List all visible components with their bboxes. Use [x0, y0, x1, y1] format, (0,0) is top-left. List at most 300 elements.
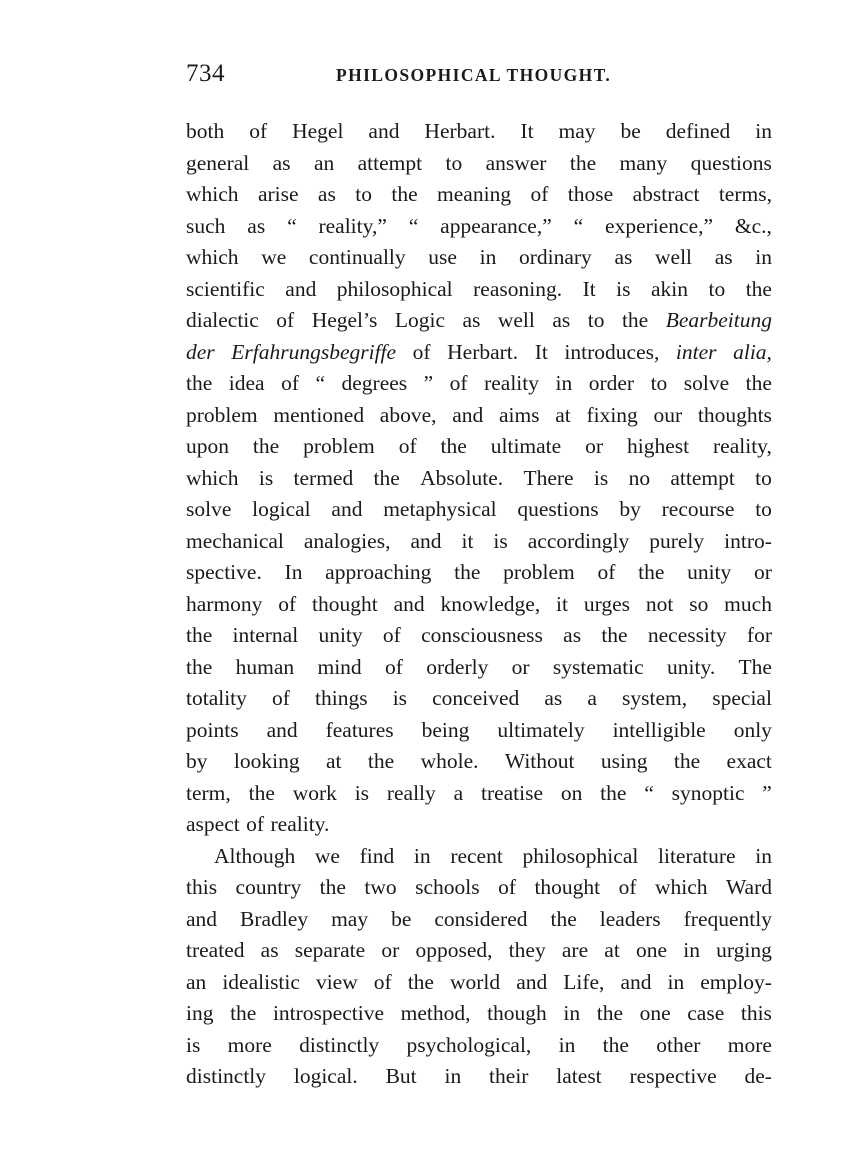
word: introspective: [272, 1001, 385, 1025]
text-line: [186, 715, 772, 747]
word: their: [489, 1064, 529, 1088]
word: urges: [583, 591, 631, 616]
word: and: [620, 969, 652, 994]
word: arise: [257, 182, 299, 206]
text-line: [186, 589, 772, 621]
word: systematic: [552, 654, 644, 679]
word: dialectic: [186, 308, 259, 332]
word: to: [708, 276, 726, 301]
word: ultimately: [497, 717, 585, 742]
word: in: [667, 969, 685, 994]
word: unity: [318, 623, 363, 647]
word: metaphysical: [383, 497, 497, 521]
word: intro-: [724, 528, 772, 553]
word: the: [252, 434, 280, 458]
word: country: [235, 875, 302, 899]
word: in: [444, 1064, 462, 1088]
word: special: [712, 686, 772, 710]
word: as: [544, 686, 563, 710]
word: reality,”: [318, 213, 387, 238]
word: The: [738, 654, 772, 679]
word: case: [687, 1001, 725, 1025]
word: philosophical: [522, 843, 639, 868]
word: ”: [762, 780, 772, 805]
word: in: [413, 843, 431, 868]
word: spective.: [186, 560, 262, 584]
word: the: [745, 276, 772, 301]
word: the: [367, 749, 395, 773]
word: general: [186, 150, 250, 175]
word: which: [186, 182, 239, 206]
word: solve: [186, 497, 232, 521]
word: the: [600, 780, 627, 805]
word: is: [616, 276, 631, 301]
word: other: [656, 1032, 701, 1057]
text-line: [186, 998, 772, 1030]
word: Ward: [725, 875, 772, 899]
word: fixing: [586, 402, 638, 427]
text-line: [186, 967, 772, 999]
text-line: [186, 179, 772, 211]
text-line: [186, 620, 772, 652]
word: ing: [186, 1001, 214, 1025]
text-line: [186, 872, 772, 904]
word: defined: [665, 119, 731, 143]
word: “: [315, 371, 326, 395]
word: reality,: [713, 434, 772, 458]
word: as: [614, 245, 633, 269]
word: may: [331, 906, 369, 931]
word: the: [601, 623, 628, 647]
word: recourse: [661, 497, 735, 521]
word: as: [552, 308, 571, 332]
word: analogies,: [303, 528, 391, 553]
word: being: [421, 717, 470, 742]
page-number: 734: [186, 60, 225, 87]
text-line: [186, 242, 772, 274]
word: necessity: [647, 623, 727, 647]
word: opposed,: [415, 938, 493, 962]
word: which: [186, 465, 239, 490]
word: solve: [683, 371, 730, 395]
word: of: [618, 875, 637, 899]
word: the: [319, 875, 346, 899]
word: of: [272, 686, 290, 710]
word: distinctly: [299, 1032, 380, 1057]
word: literature: [658, 843, 736, 868]
text-line: [186, 463, 772, 495]
word: and: [285, 276, 317, 301]
word: reasoning.: [473, 276, 563, 301]
text-line: [186, 683, 772, 715]
text-line: [186, 337, 772, 369]
word: thought: [534, 875, 601, 899]
word: of: [498, 875, 516, 899]
word: in: [555, 371, 573, 395]
word: idealistic: [222, 969, 300, 994]
word: the: [569, 150, 597, 175]
word: “: [573, 213, 584, 238]
word: we: [261, 245, 287, 269]
word: it: [556, 591, 568, 616]
word: consciousness: [421, 623, 543, 647]
word: of: [249, 119, 268, 143]
word: ”: [423, 371, 434, 395]
word: It: [582, 276, 596, 301]
word: more: [727, 1032, 772, 1057]
running-head: PHILOSOPHICAL THOUGHT.: [336, 65, 612, 85]
word: of: [276, 308, 295, 332]
word: Absolute.: [420, 465, 504, 490]
word: introduces,: [564, 339, 660, 364]
word: is: [593, 465, 609, 490]
word: and: [331, 497, 363, 521]
word: in: [755, 245, 772, 269]
word: term,: [186, 780, 231, 805]
word: which: [654, 875, 708, 899]
word: distinctly: [186, 1064, 267, 1088]
word: termed: [293, 465, 354, 490]
word: the: [596, 1001, 624, 1025]
word: a: [453, 780, 464, 805]
word: der: [186, 339, 215, 364]
text-line: [186, 211, 772, 243]
word: as: [260, 938, 279, 962]
word: abstract: [632, 182, 700, 206]
word: or: [511, 654, 530, 679]
text-line: [186, 746, 772, 778]
word: of: [278, 591, 297, 616]
word: respective: [629, 1064, 717, 1088]
word: in: [683, 938, 700, 962]
word: we: [314, 843, 340, 868]
word: terms,: [718, 182, 772, 206]
word: they: [508, 938, 546, 962]
word: the: [186, 371, 213, 395]
word: It: [534, 339, 548, 364]
word: reality.: [270, 812, 330, 836]
word: attempt: [670, 465, 735, 490]
word: &c.,: [734, 213, 772, 238]
word: inter: [675, 339, 717, 364]
word: by: [619, 497, 641, 521]
word: to: [755, 465, 772, 490]
word: attempt: [357, 150, 423, 175]
word: of: [382, 623, 401, 647]
word: is: [493, 528, 508, 553]
word: the: [373, 465, 400, 490]
word: Hegel’s: [311, 308, 378, 332]
word: on: [560, 780, 583, 805]
word: human: [235, 654, 295, 679]
word: as: [317, 182, 336, 206]
word: approaching: [325, 560, 432, 584]
word: unity.: [667, 654, 716, 679]
word: one: [639, 1001, 671, 1025]
word: at: [555, 402, 571, 427]
word: the: [621, 308, 649, 332]
word: Without: [504, 749, 575, 773]
word: and: [266, 717, 298, 742]
word: use: [428, 245, 457, 269]
word: and: [452, 402, 484, 427]
word: problem: [303, 434, 375, 458]
word: “: [408, 213, 419, 238]
word: of: [373, 969, 392, 994]
word: and: [186, 906, 218, 931]
word: frequently: [683, 906, 772, 931]
word: logical.: [293, 1064, 358, 1088]
word: the: [550, 906, 577, 931]
word: well: [497, 308, 535, 332]
word: is: [392, 686, 408, 710]
word: experience,”: [605, 213, 714, 238]
word: and: [516, 969, 548, 994]
word: find: [359, 843, 395, 868]
word: philosophical: [336, 276, 453, 301]
word: is: [354, 780, 370, 805]
page-header: [186, 60, 774, 92]
word: this: [740, 1001, 772, 1025]
word: separate: [294, 938, 366, 962]
word: appearance,”: [440, 213, 552, 238]
word: employ-: [700, 969, 772, 994]
word: be: [391, 906, 412, 931]
word: Erfahrungsbegriffe: [231, 339, 397, 364]
word: looking: [233, 749, 300, 773]
text-line: [186, 557, 772, 589]
word: intelligible: [612, 717, 706, 742]
word: as: [714, 245, 733, 269]
text-line: [186, 148, 772, 180]
word: continually: [308, 245, 406, 269]
word: much: [724, 591, 772, 616]
word: and: [368, 119, 400, 143]
text-line: [186, 494, 772, 526]
word: at: [325, 749, 342, 773]
word: questions: [690, 150, 772, 175]
word: the: [186, 623, 213, 647]
word: in: [479, 245, 497, 269]
word: only: [733, 717, 772, 742]
word: world: [450, 969, 501, 994]
word: not: [645, 591, 674, 616]
word: aims: [498, 402, 540, 427]
word: degrees: [341, 371, 408, 395]
word: ultimate: [490, 434, 562, 458]
word: Bradley: [240, 906, 309, 931]
word: though: [487, 1001, 547, 1025]
text-line: [186, 274, 772, 306]
word: problem: [503, 560, 575, 584]
word: thought: [312, 591, 378, 616]
word: alia,: [733, 339, 772, 364]
word: Herbart.: [424, 119, 496, 143]
word: as: [247, 213, 266, 238]
word: are: [561, 938, 589, 962]
word: such: [186, 213, 226, 238]
word: two: [364, 875, 397, 899]
word: latest: [556, 1064, 602, 1088]
word: conceived: [432, 686, 520, 710]
text-line: [186, 935, 772, 967]
word: in: [558, 1032, 576, 1057]
word: it: [461, 528, 474, 553]
word: “: [644, 780, 654, 805]
word: the: [602, 1032, 629, 1057]
word: an: [186, 969, 207, 994]
word: using: [600, 749, 648, 773]
word: treatise: [480, 780, 544, 805]
word: as: [272, 150, 291, 175]
word: those: [567, 182, 614, 206]
word: of: [412, 339, 431, 364]
word: treated: [186, 938, 245, 962]
word: idea: [228, 371, 265, 395]
word: in: [755, 119, 772, 143]
word: and: [410, 528, 442, 553]
word: of: [281, 371, 299, 395]
word: view: [315, 969, 358, 994]
word: system,: [622, 686, 688, 710]
word: points: [186, 717, 239, 742]
word: both: [186, 119, 225, 143]
text-line: [186, 431, 772, 463]
word: an: [313, 150, 335, 175]
text-line: [186, 305, 772, 337]
word: many: [619, 150, 668, 175]
word: In: [284, 560, 303, 584]
word: or: [585, 434, 604, 458]
word: questions: [517, 497, 599, 521]
word: as: [563, 623, 582, 647]
word: work: [292, 780, 337, 805]
word: purely: [649, 528, 705, 553]
text-line: [186, 368, 772, 400]
word: the: [638, 560, 665, 584]
word: problem: [186, 402, 258, 427]
word: is: [258, 465, 274, 490]
word: of: [597, 560, 616, 584]
word: in: [563, 1001, 581, 1025]
word: for: [746, 623, 772, 647]
word: mechanical: [186, 528, 284, 553]
word: the: [673, 749, 701, 773]
text-line: [186, 1061, 772, 1093]
word: as: [462, 308, 481, 332]
word: upon: [186, 434, 229, 458]
word: thoughts: [697, 402, 772, 427]
word: mind: [317, 654, 362, 679]
word: in: [755, 843, 772, 868]
word: Hegel: [292, 119, 344, 143]
text-line: [186, 778, 772, 810]
word: well: [655, 245, 693, 269]
word: the: [407, 969, 434, 994]
word: is: [186, 1032, 201, 1057]
word: schools: [415, 875, 480, 899]
word: knowledge,: [440, 591, 541, 616]
word: aspect: [186, 812, 240, 836]
word: Bearbeitung: [665, 308, 772, 332]
word: Herbart.: [447, 339, 519, 364]
word: There: [523, 465, 574, 490]
word: no: [628, 465, 651, 490]
text-line: [186, 809, 772, 841]
word: to: [755, 497, 772, 521]
word: exact: [726, 749, 772, 773]
word: our: [653, 402, 683, 427]
word: logical: [252, 497, 311, 521]
word: psychological,: [406, 1032, 532, 1057]
word: of: [398, 434, 417, 458]
word: the: [440, 434, 467, 458]
word: whole.: [420, 749, 479, 773]
word: highest: [626, 434, 690, 458]
word: the: [230, 1001, 257, 1025]
text-line: [186, 116, 772, 148]
word: totality: [186, 686, 247, 710]
text-line: [186, 1030, 772, 1062]
word: It: [520, 119, 534, 143]
text-line: [186, 841, 772, 873]
word: really: [386, 780, 436, 805]
word: above,: [379, 402, 437, 427]
word: be: [620, 119, 641, 143]
word: order: [588, 371, 635, 395]
word: the: [248, 780, 275, 805]
word: “: [287, 213, 297, 238]
word: a: [587, 686, 597, 710]
word: of: [385, 654, 403, 679]
word: Although: [214, 843, 296, 868]
word: reality: [484, 371, 539, 395]
word: of: [530, 182, 549, 206]
word: of: [449, 371, 468, 395]
word: mentioned: [273, 402, 365, 427]
word: one: [636, 938, 668, 962]
word: meaning: [437, 182, 512, 206]
word: akin: [650, 276, 689, 301]
word: to: [445, 150, 463, 175]
word: things: [315, 686, 368, 710]
word: But: [385, 1064, 417, 1088]
text-line: [186, 400, 772, 432]
word: to: [355, 182, 372, 206]
word: features: [325, 717, 394, 742]
word: Life,: [563, 969, 605, 994]
word: to: [650, 371, 668, 395]
word: this: [186, 875, 218, 899]
word: which: [186, 245, 239, 269]
word: de-: [744, 1064, 772, 1088]
word: recent: [450, 843, 503, 868]
text-line: [186, 652, 772, 684]
word: and: [393, 591, 425, 616]
word: more: [227, 1032, 272, 1057]
word: synoptic: [671, 780, 745, 805]
word: leaders: [599, 906, 661, 931]
word: or: [753, 560, 772, 584]
word: harmony: [186, 591, 263, 616]
text-line: [186, 526, 772, 558]
word: accordingly: [527, 528, 630, 553]
word: the: [186, 654, 213, 679]
word: scientific: [186, 276, 265, 301]
word: of: [246, 812, 265, 836]
word: so: [689, 591, 709, 616]
word: or: [381, 938, 400, 962]
